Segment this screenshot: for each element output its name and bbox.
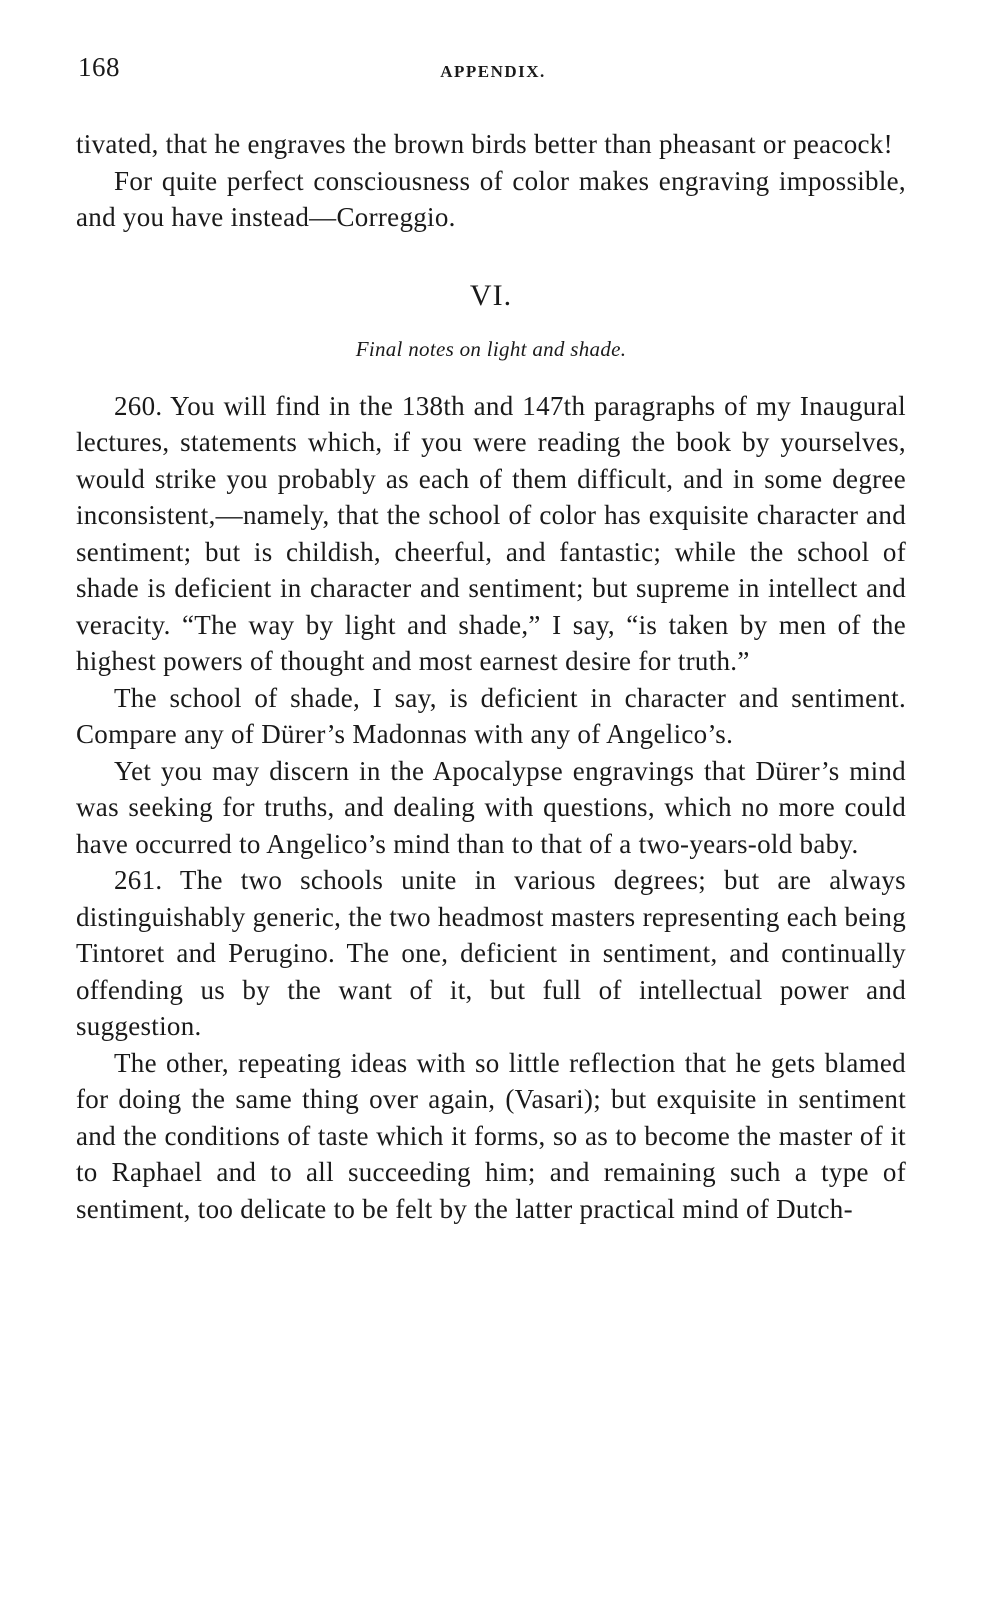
paragraph-260: 260. You will find in the 138th and 147th paragraphs of my Inaugural lectures, statements which, if you were reading the book by yourselves, would strike you probably as each of them difficult, and in some degree inconsistent,—namely, that the school of color has exquisite character and sentiment; but is childish, cheerful, and fantastic; while the school of shade is deficient in character and sentiment; but supreme in intellect and veracity. “The way by light and shade,” I say, “is taken by men of the highest powers of thought and most earnest desire for truth.” (76, 390, 906, 676)
running-head: APPENDIX. (440, 62, 546, 81)
paragraph-school-of-shade: The school of shade, I say, is deficient in character and sentiment. Compare any of Dürer’s Madonnas with any of Angelico’s. (76, 682, 906, 749)
paragraph-continuation: tivated, that he engraves the brown birds better than pheasant or peacock! (76, 129, 893, 159)
paragraph-correggio: For quite perfect consciousness of color makes engraving impossible, and you have instead—Correggio. (76, 165, 906, 232)
paragraph-261: 261. The two schools unite in various degrees; but are always distinguishably generic, the two headmost masters representing each being Tintoret and Perugino. The one, deficient in sentiment, and continually offending us by the want of it, but full of intellectual power and suggestion. (76, 865, 906, 1041)
page-number: 168 (78, 52, 120, 82)
paragraph-the-other: The other, repeating ideas with so little reflection that he gets blamed for doing the same thing over again, (Vasari); but exquisite in sentiment and the conditions of taste which it forms, so as to become the master of it to Raphael and to all succeeding him; and remaining such a type of sentiment, too delicate to be felt by the latter practical mind of Dutch- (76, 1047, 906, 1224)
paragraph-apocalypse: Yet you may discern in the Apocalypse engravings that Dürer’s mind was seeking for truths, and dealing with questions, which no more could have occurred to Angelico’s mind than to that of a two-years-old baby. (76, 755, 906, 859)
section-number: VI. (469, 278, 513, 312)
page-header (78, 52, 908, 92)
section-title: Final notes on light and shade. (355, 336, 627, 361)
page-body (76, 126, 906, 1227)
